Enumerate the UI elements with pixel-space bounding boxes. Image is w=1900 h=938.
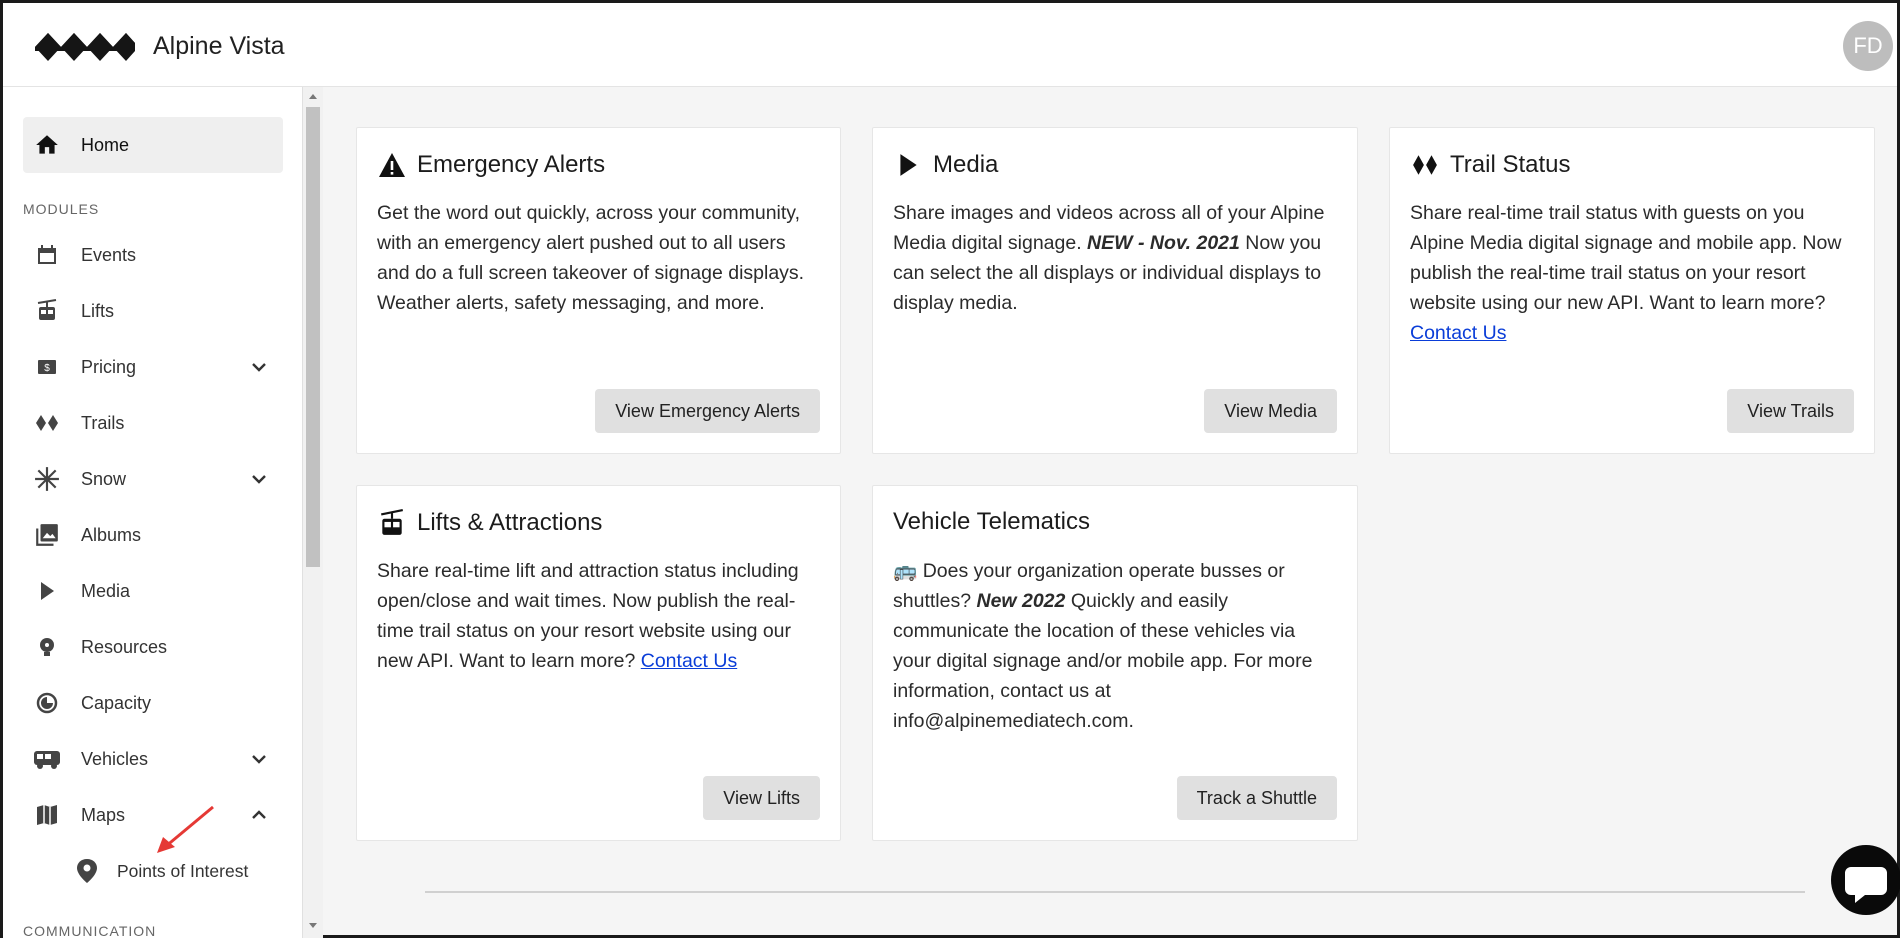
sidebar-item-resources[interactable]: [23, 619, 283, 675]
card-title: Emergency Alerts: [417, 151, 606, 178]
sidebar-item-pricing[interactable]: [23, 339, 283, 395]
chevron-down-icon[interactable]: [247, 747, 271, 771]
card-header: [377, 508, 602, 538]
card-description-text: Does your organization operate busses or shuttles?: [893, 560, 1285, 612]
lightbulb-icon: [33, 633, 61, 661]
albums-icon: [33, 521, 61, 549]
sidebar-item-albums[interactable]: [23, 507, 283, 563]
card-description: [893, 556, 1337, 736]
sidebar-item-trails[interactable]: [23, 395, 283, 451]
sidebar-item-lifts[interactable]: [23, 283, 283, 339]
view-emergency-alerts-button[interactable]: View Emergency Alerts: [595, 389, 820, 433]
sidebar-item-label: Points of Interest: [117, 860, 249, 881]
sidebar-item-label: Trails: [81, 412, 125, 433]
chevron-down-icon[interactable]: [247, 355, 271, 379]
annotation-arrow-icon: [153, 803, 223, 855]
scroll-up-arrow-icon[interactable]: [307, 91, 319, 101]
play-icon: [893, 150, 923, 180]
card-description-text: Now you can select the all displays or individual displays to display media.: [893, 232, 1322, 314]
top-app-bar: [3, 3, 1897, 87]
sidebar-item-label: Maps: [81, 804, 126, 825]
view-trails-button[interactable]: View Trails: [1727, 389, 1854, 433]
card-description-text: Share images and videos across all of your Alpine Media digital signage.: [893, 202, 1325, 254]
sidebar-item-capacity[interactable]: [23, 675, 283, 731]
card-description-text: Share real-time lift and attraction status including open/close and wait times. Now publish the real-time trail status on your resort website using our new API. Want to learn more?: [377, 560, 799, 672]
sidebar-item-label: Resources: [81, 636, 168, 657]
chat-bubble-icon: [1831, 845, 1900, 915]
chat-button[interactable]: [1831, 845, 1900, 915]
card-description: [1410, 198, 1854, 348]
bus-icon: [33, 745, 61, 773]
chevron-up-icon[interactable]: [247, 803, 271, 827]
sidebar-item-events[interactable]: [23, 227, 283, 283]
card-lifts-attractions: [356, 485, 841, 841]
sidebar-item-label: Albums: [81, 524, 142, 545]
home-icon: [33, 131, 61, 159]
section-label-modules: MODULES: [23, 201, 100, 217]
sidebar-item-label: Vehicles: [81, 748, 149, 769]
app-title: Alpine Vista: [153, 32, 285, 60]
calendar-icon: [33, 241, 61, 269]
bus-emoji-icon: 🚌: [893, 560, 918, 582]
card-description: Get the word out quickly, across your community, with an emergency alert pushed out to all users and do a full screen takeover of signage displays. Weather alerts, safety messaging, and more.: [377, 202, 805, 314]
contact-us-link[interactable]: Contact Us: [640, 650, 738, 672]
sidebar-item-label: Pricing: [81, 356, 137, 377]
card-header: [893, 508, 1090, 536]
card-vehicle-telematics: [872, 485, 1358, 841]
section-label-communication: COMMUNICATION: [23, 923, 157, 938]
card-description: [377, 556, 820, 676]
warning-icon: [377, 150, 407, 180]
capacity-icon: [33, 689, 61, 717]
view-media-button[interactable]: View Media: [1204, 389, 1337, 433]
trails-icon: [33, 409, 61, 437]
sidebar-item-label: Home: [81, 134, 130, 155]
sidebar-item-media[interactable]: [23, 563, 283, 619]
card-header: [893, 150, 998, 180]
sidebar-item-home[interactable]: [23, 117, 283, 173]
sidebar-item-label: Capacity: [81, 692, 152, 713]
sidebar-item-label: Media: [81, 580, 131, 601]
snowflake-icon: [33, 465, 61, 493]
location-pin-icon: [73, 857, 101, 885]
alpine-logo-icon[interactable]: [35, 29, 135, 65]
sidebar-item-label: Snow: [81, 468, 127, 489]
play-icon: [33, 577, 61, 605]
trails-icon: [1410, 150, 1440, 180]
sidebar-item-vehicles[interactable]: [23, 731, 283, 787]
user-avatar[interactable]: FD: [1843, 21, 1893, 71]
card-title: Vehicle Telematics: [893, 508, 1090, 535]
card-header: [377, 150, 605, 180]
content-divider: [425, 891, 1805, 893]
card-title: Media: [933, 151, 999, 178]
card-description: [893, 198, 1337, 318]
pricing-icon: [33, 353, 61, 381]
card-description-text: Quickly and easily communicate the location of these vehicles via your digital signage and/or mobile app. For more information, contact us at info@alpinemediatech.com.: [893, 590, 1313, 732]
card-media: [872, 127, 1358, 454]
view-lifts-button[interactable]: View Lifts: [703, 776, 820, 820]
new-feature-label: NEW - Nov. 2021: [1087, 232, 1240, 254]
lift-icon: [33, 297, 61, 325]
card-trail-status: [1389, 127, 1875, 454]
card-description-text: Share real-time trail status with guests on you Alpine Media digital signage and mobile app. Now publish the real-time trail status on your resort website using our new API. Want to learn more?: [1410, 202, 1842, 314]
map-icon: [33, 801, 61, 829]
lift-icon: [377, 508, 407, 538]
sidebar-scrollbar-thumb[interactable]: [306, 107, 320, 567]
track-a-shuttle-button[interactable]: Track a Shuttle: [1177, 776, 1337, 820]
new-feature-label: New 2022: [976, 590, 1066, 612]
chevron-down-icon[interactable]: [247, 467, 271, 491]
card-title: Lifts & Attractions: [417, 509, 603, 536]
scroll-down-arrow-icon[interactable]: [307, 921, 319, 931]
sidebar-item-label: Lifts: [81, 300, 115, 321]
card-title: Trail Status: [1450, 151, 1571, 178]
svg-text:$: $: [44, 363, 50, 374]
sidebar-item-label: Events: [81, 244, 137, 265]
sidebar-item-snow[interactable]: [23, 451, 283, 507]
contact-us-link[interactable]: Contact Us: [1410, 322, 1507, 344]
card-header: [1410, 150, 1570, 180]
card-emergency-alerts: [356, 127, 841, 454]
